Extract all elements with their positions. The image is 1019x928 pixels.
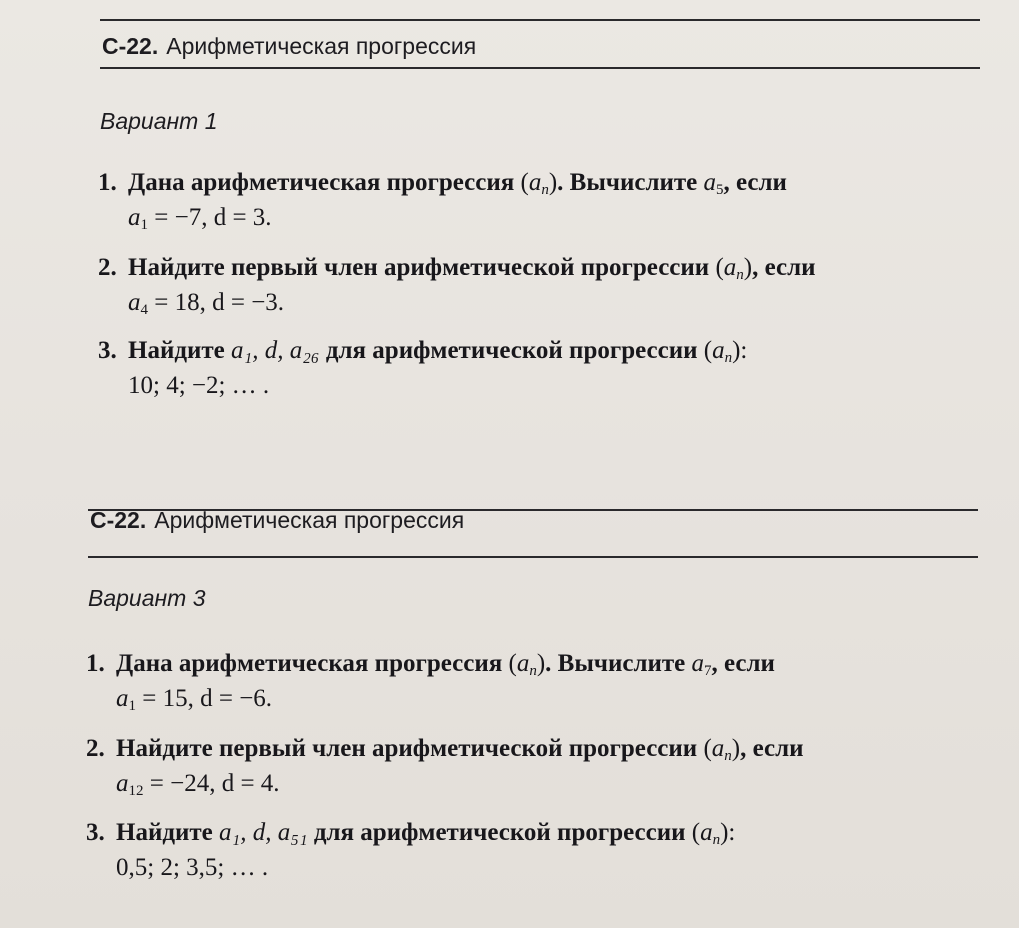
task-condition: = 15, d = −6. bbox=[142, 685, 273, 712]
section-1-task-2: 2. Найдите первый член арифметической прогрессии $(a_n)$, если $a_4 = 18$, d = −3. bbox=[98, 250, 816, 320]
task-number: 1. bbox=[98, 169, 117, 196]
section-2-task-2: 2. Найдите первый член арифметической прогрессии $(a_n)$, если $a_{12} = -24$, d = 4. bbox=[86, 731, 804, 801]
task-condition: = −24, d = 4. bbox=[149, 770, 280, 797]
section-1-title: Арифметическая прогрессия bbox=[166, 33, 477, 59]
task-number: 3. bbox=[86, 819, 105, 846]
task-sequence: 10; 4; −2; … . bbox=[128, 372, 270, 399]
task-number: 2. bbox=[86, 735, 105, 762]
section-1-task-1: 1. Дана арифметическая прогрессия $(a_n)$. Вычислите $a_5$, если $a_1 = -7$, d = 3. bbox=[98, 165, 787, 235]
section-1-variant: Вариант 1 bbox=[100, 108, 218, 134]
task-sequence: 0,5; 2; 3,5; … . bbox=[116, 854, 269, 881]
task-condition: = −7, d = 3. bbox=[154, 204, 272, 231]
section-2-heading bbox=[90, 507, 464, 534]
task-number: 3. bbox=[98, 337, 117, 364]
section-2-title: Арифметическая прогрессия bbox=[154, 507, 465, 533]
section-2-code: С-22. bbox=[90, 507, 147, 533]
section-1-bottom-rule bbox=[100, 67, 980, 69]
section-1-top-rule bbox=[100, 19, 980, 21]
task-number: 1. bbox=[86, 650, 105, 677]
section-2-task-1: 1. Дана арифметическая прогрессия $(a_n)$. Вычислите $a_7$, если $a_1 = 15$, d = −6. bbox=[86, 646, 775, 716]
section-1-heading bbox=[102, 33, 476, 60]
section-2-bottom-rule bbox=[88, 556, 978, 558]
section-2-variant: Вариант 3 bbox=[88, 585, 206, 611]
section-1-task-3: 3. Найдите a₁, d, a₂₆ для арифметической прогрессии $(a_n)$: 10; 4; −2; … . bbox=[98, 333, 747, 403]
task-number: 2. bbox=[98, 254, 117, 281]
section-1-code: С-22. bbox=[102, 33, 159, 59]
section-2-task-3: 3. Найдите a₁, d, a₅₁ для арифметической прогрессии $(a_n)$: 0,5; 2; 3,5; … . bbox=[86, 815, 735, 885]
task-condition: = 18, d = −3. bbox=[154, 289, 285, 316]
